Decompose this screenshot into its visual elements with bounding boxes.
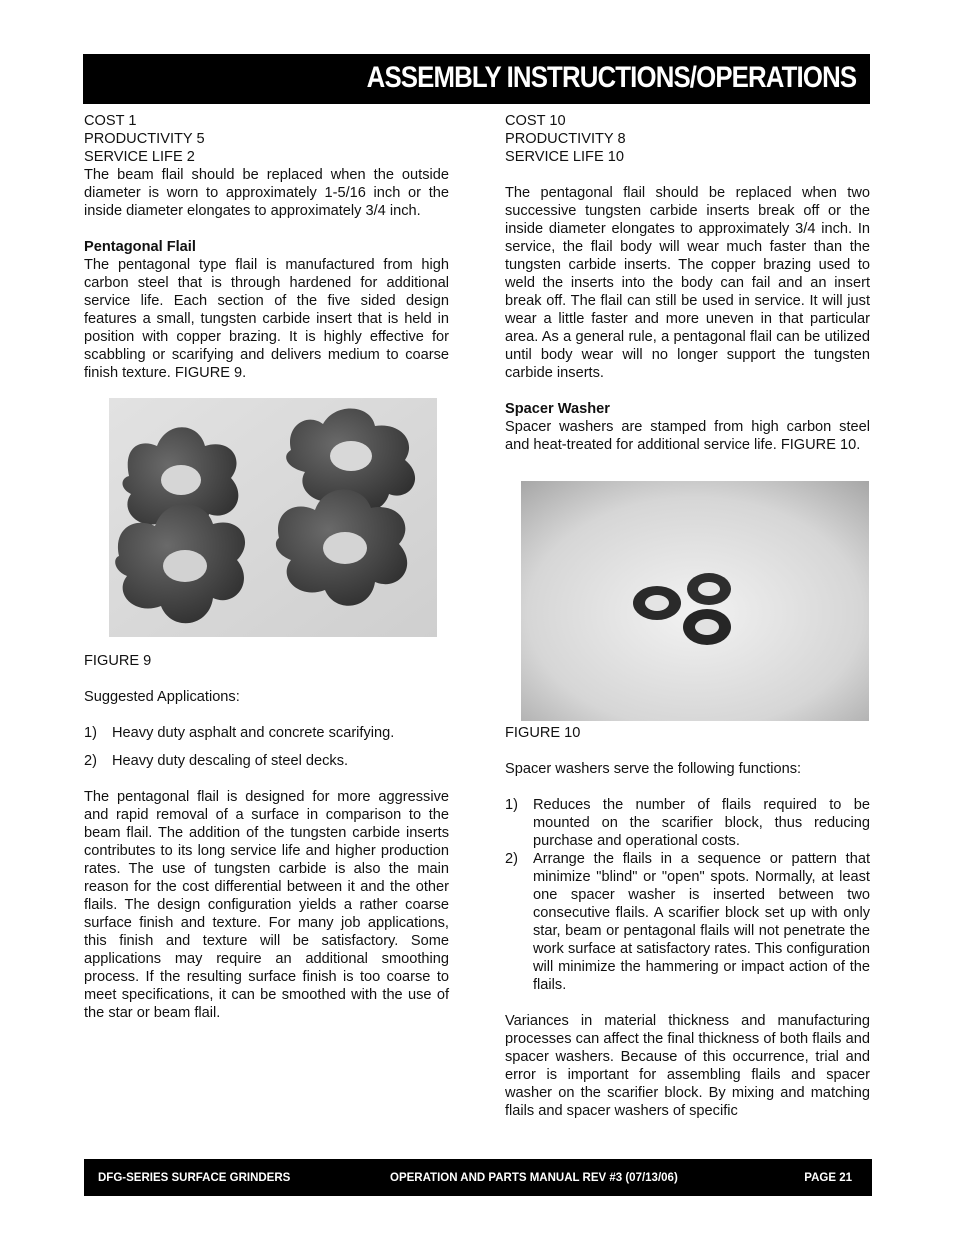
cost-rating: COST 10	[505, 113, 566, 129]
page-footer	[84, 1159, 872, 1196]
flail-hole	[323, 532, 367, 564]
variances-paragraph: Variances in material thickness and manufacturing processes can affect the final thickness of both flails and spacer washers. Because of this occurrence, trial and error is important for assembling flails and spacer washer on the scarifier block. By mixing and matching flails and spacer washers of specific	[505, 1013, 870, 1119]
spacer-washer-heading: Spacer Washer	[505, 401, 610, 417]
productivity-rating: PRODUCTIVITY 8	[505, 131, 626, 147]
spacer-washer	[683, 609, 731, 645]
pentagonal-flail-paragraph: The pentagonal type flail is manufactured from high carbon steel that is through hardened for additional service life. Each section of the five sided design features a small, tungsten carbide insert that is held in position with copper brazing. It is highly effective for scabbling or scarifying and delivers medium to coarse finish texture. FIGURE 9.	[84, 257, 449, 381]
spacer-washer-paragraph: Spacer washers are stamped from high carbon steel and heat-treated for additional service life. FIGURE 10.	[505, 419, 870, 453]
page-title: ASSEMBLY INSTRUCTIONS/OPERATIONS	[366, 61, 856, 94]
productivity-rating: PRODUCTIVITY 5	[84, 131, 205, 147]
pentagonal-closing-paragraph: The pentagonal flail is designed for more aggressive and rapid removal of a surface in comparison to the beam flail. The addition of the tungsten carbide inserts contributes to its long service life and higher production rates. The use of tungsten carbide is also the main reason for the cost differential between it and the other flails. The design configuration yields a rather coarse surface finish and texture. For many job applications, this finish and texture will be satisfactory. Some applications may require an additional smoothing process. If the resulting surface finish is too coarse to meet specifications, it can be smoothed with the use of the star or beam flail.	[84, 789, 449, 1021]
flail-hole	[163, 550, 207, 582]
spacer-washer	[687, 573, 731, 605]
flail-hole	[161, 465, 201, 495]
cost-rating: COST 1	[84, 113, 137, 129]
pentagonal-replacement-paragraph: The pentagonal flail should be replaced when two successive tungsten carbide inserts break off or the inside diameter elongates to approximately 3/4 inch. In service, the flail body will wear much faster than the tungsten carbide inserts. The copper brazing used to weld the inserts into the body can fail and an insert break off. The flail can still be used in service. It will just wear a little faster and more uneven in that particular area. As a general rule, a pentagonal flail can be utilized until body wear will no longer support the tungsten carbide inserts.	[505, 185, 870, 381]
list-item: 2) Arrange the flails in a sequence or pattern that minimize "blind" or "open" spots. Normally, at least one spacer washer is inserted between two consecutive flails. A scarifier block set up with only star, beam or pentagonal flails will not penetrate the work surface at satisfactory rates. This configuration will minimize the hammering or impact action of the flails.	[505, 851, 870, 993]
pentagonal-flail-heading: Pentagonal Flail	[84, 239, 196, 255]
functions-intro: Spacer washers serve the following functions:	[505, 761, 802, 777]
footer-page-number: PAGE 21	[804, 1172, 852, 1184]
flail-hole	[330, 441, 372, 471]
service-life-rating: SERVICE LIFE 2	[84, 149, 195, 165]
beam-flail-paragraph: The beam flail should be replaced when the outside diameter is worn to approximately 1-5/16 inch or the inside diameter elongates to approximately 3/4 inch.	[84, 167, 449, 219]
list-item: 1) Reduces the number of flails required to be mounted on the scarifier block, thus reducing purchase and operational costs.	[505, 797, 870, 849]
suggested-applications-label: Suggested Applications:	[84, 689, 240, 705]
figure-10-spacer-washers-photo	[521, 481, 869, 721]
list-item: 1) Heavy duty asphalt and concrete scarifying.	[84, 725, 395, 741]
figure-10-caption: FIGURE 10	[505, 725, 581, 741]
figure-9-pentagonal-flails-photo	[109, 398, 437, 637]
page-header	[83, 54, 870, 104]
service-life-rating: SERVICE LIFE 10	[505, 149, 624, 165]
list-item: 2) Heavy duty descaling of steel decks.	[84, 753, 349, 769]
footer-manual-revision: OPERATION AND PARTS MANUAL REV #3 (07/13/06)	[390, 1172, 678, 1184]
spacer-washer	[633, 586, 681, 620]
figure-9-caption: FIGURE 9	[84, 653, 152, 669]
footer-product-name: DFG-SERIES SURFACE GRINDERS	[98, 1172, 291, 1184]
